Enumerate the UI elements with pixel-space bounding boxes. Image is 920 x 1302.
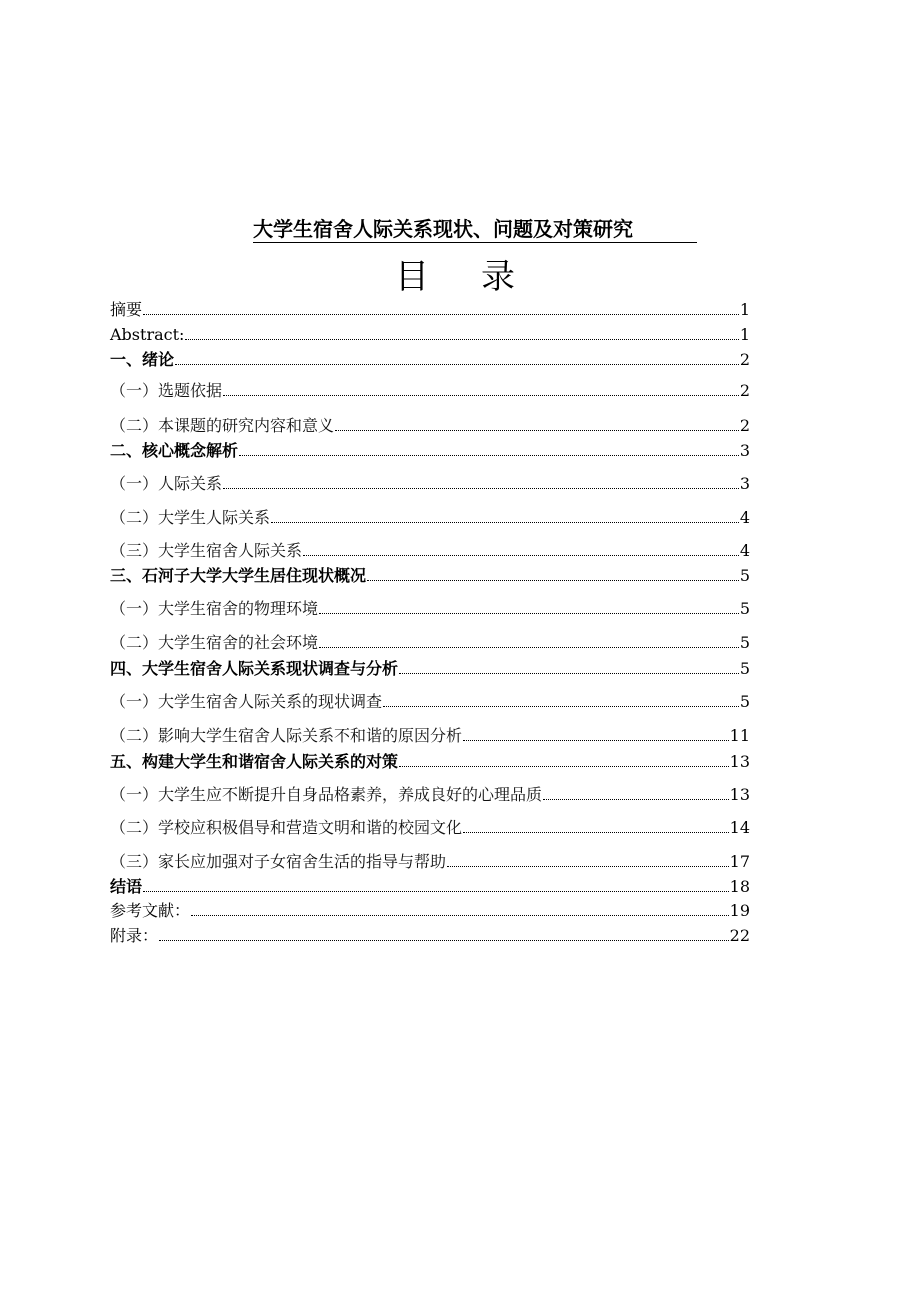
- toc-entry[interactable]: [110, 852, 750, 872]
- toc-entry-page: 5: [739, 599, 750, 618]
- toc-entry-label: Abstract:: [110, 325, 185, 344]
- dot-leader: [303, 555, 739, 556]
- toc-entry-label: （三）家长应加强对子女宿舍生活的指导与帮助: [110, 852, 447, 871]
- toc-entry-page: 13: [729, 785, 750, 804]
- dot-leader: [143, 891, 729, 892]
- dot-leader: [367, 580, 739, 581]
- toc-entry-page: 18: [729, 877, 750, 896]
- toc-entry-page: 17: [729, 852, 750, 871]
- dot-leader: [159, 940, 729, 941]
- toc-entry-page: 2: [739, 416, 750, 435]
- toc-entry-label: （二）学校应积极倡导和营造文明和谐的校园文化: [110, 818, 463, 837]
- toc-entry-label: （二）大学生人际关系: [110, 508, 271, 527]
- toc-entry-page: 19: [729, 901, 750, 920]
- toc-entry[interactable]: [110, 508, 750, 528]
- toc-entry-label: 一、绪论: [110, 350, 175, 369]
- toc-entry-label: 三、石河子大学大学生居住现状概况: [110, 566, 367, 585]
- toc-entry-label: （一）选题依据: [110, 381, 223, 400]
- toc-entry-label: 摘要: [110, 300, 143, 319]
- toc-entry-page: 5: [739, 692, 750, 711]
- dot-leader: [319, 647, 739, 648]
- toc-heading: [395, 255, 515, 299]
- toc-entry-page: 1: [739, 325, 750, 344]
- dot-leader: [271, 522, 739, 523]
- toc-entry-label: 参考文献：: [110, 901, 191, 920]
- dot-leader: [223, 488, 739, 489]
- toc-entry-label: 附录：: [110, 926, 159, 945]
- toc-entry-page: 1: [739, 300, 750, 319]
- toc-entry-page: 5: [739, 659, 750, 678]
- dot-leader: [185, 339, 738, 340]
- toc-entry-page: 3: [739, 441, 750, 460]
- toc-entry-page: 22: [729, 926, 750, 945]
- toc-entry[interactable]: [110, 474, 750, 494]
- dot-leader: [399, 766, 729, 767]
- toc-entry-label: （一）大学生宿舍的物理环境: [110, 599, 319, 618]
- toc-entry-label: （一）人际关系: [110, 474, 223, 493]
- toc-entry-label: 二、核心概念解析: [110, 441, 239, 460]
- dot-leader: [335, 430, 739, 431]
- toc-entry-page: 13: [729, 752, 750, 771]
- toc-entry[interactable]: [110, 300, 750, 320]
- dot-leader: [447, 866, 729, 867]
- toc-entry-label: （一）大学生宿舍人际关系的现状调查: [110, 692, 383, 711]
- dot-leader: [463, 832, 729, 833]
- toc-entry[interactable]: [110, 441, 750, 461]
- dot-leader: [223, 395, 739, 396]
- dot-leader: [319, 613, 739, 614]
- toc-entry[interactable]: [110, 818, 750, 838]
- toc-entry[interactable]: [110, 541, 750, 561]
- dot-leader: [143, 314, 739, 315]
- toc-entry-label: （一）大学生应不断提升自身品格素养，养成良好的心理品质: [110, 785, 543, 804]
- toc-entry-page: 11: [729, 726, 750, 745]
- toc-entry[interactable]: [110, 752, 750, 772]
- toc-entry[interactable]: [110, 633, 750, 653]
- toc-heading-char: 目: [395, 257, 429, 297]
- toc-entry[interactable]: [110, 659, 750, 679]
- toc-entry[interactable]: [110, 726, 750, 746]
- dot-leader: [191, 915, 729, 916]
- toc-entry-page: 3: [739, 474, 750, 493]
- dot-leader: [543, 799, 729, 800]
- toc-entry[interactable]: [110, 877, 750, 897]
- dot-leader: [383, 706, 739, 707]
- toc-entry-page: 5: [739, 633, 750, 652]
- toc-entry-label: （二）本课题的研究内容和意义: [110, 416, 335, 435]
- toc-entry-page: 2: [739, 350, 750, 369]
- toc-entry[interactable]: [110, 566, 750, 586]
- toc-entry[interactable]: [110, 599, 750, 619]
- toc-entry-page: 4: [739, 508, 750, 527]
- dot-leader: [175, 364, 739, 365]
- toc-entry-label: （二）大学生宿舍的社会环境: [110, 633, 319, 652]
- toc-heading-char: 录: [481, 257, 515, 297]
- dot-leader: [239, 455, 739, 456]
- dot-leader: [399, 673, 739, 674]
- toc-entry-label: 四、大学生宿舍人际关系现状调查与分析: [110, 659, 399, 678]
- toc-entry[interactable]: [110, 785, 750, 805]
- toc-entry[interactable]: [110, 901, 750, 921]
- toc-entry[interactable]: [110, 350, 750, 370]
- toc-entry[interactable]: [110, 381, 750, 401]
- toc-entry[interactable]: [110, 325, 750, 345]
- toc-entry[interactable]: [110, 416, 750, 436]
- toc-entry[interactable]: [110, 692, 750, 712]
- toc-entry-page: 14: [729, 818, 750, 837]
- toc-entry-label: 结语: [110, 877, 143, 896]
- toc-entry-page: 2: [739, 381, 750, 400]
- toc-entry-label: （二）影响大学生宿舍人际关系不和谐的原因分析: [110, 726, 463, 745]
- document-title: 大学生宿舍人际关系现状、问题及对策研究: [253, 216, 697, 243]
- toc-entry-label: （三）大学生宿舍人际关系: [110, 541, 303, 560]
- toc-entry-label: 五、构建大学生和谐宿舍人际关系的对策: [110, 752, 399, 771]
- toc-entry[interactable]: [110, 926, 750, 946]
- toc-entry-page: 5: [739, 566, 750, 585]
- dot-leader: [463, 740, 729, 741]
- toc-entry-page: 4: [739, 541, 750, 560]
